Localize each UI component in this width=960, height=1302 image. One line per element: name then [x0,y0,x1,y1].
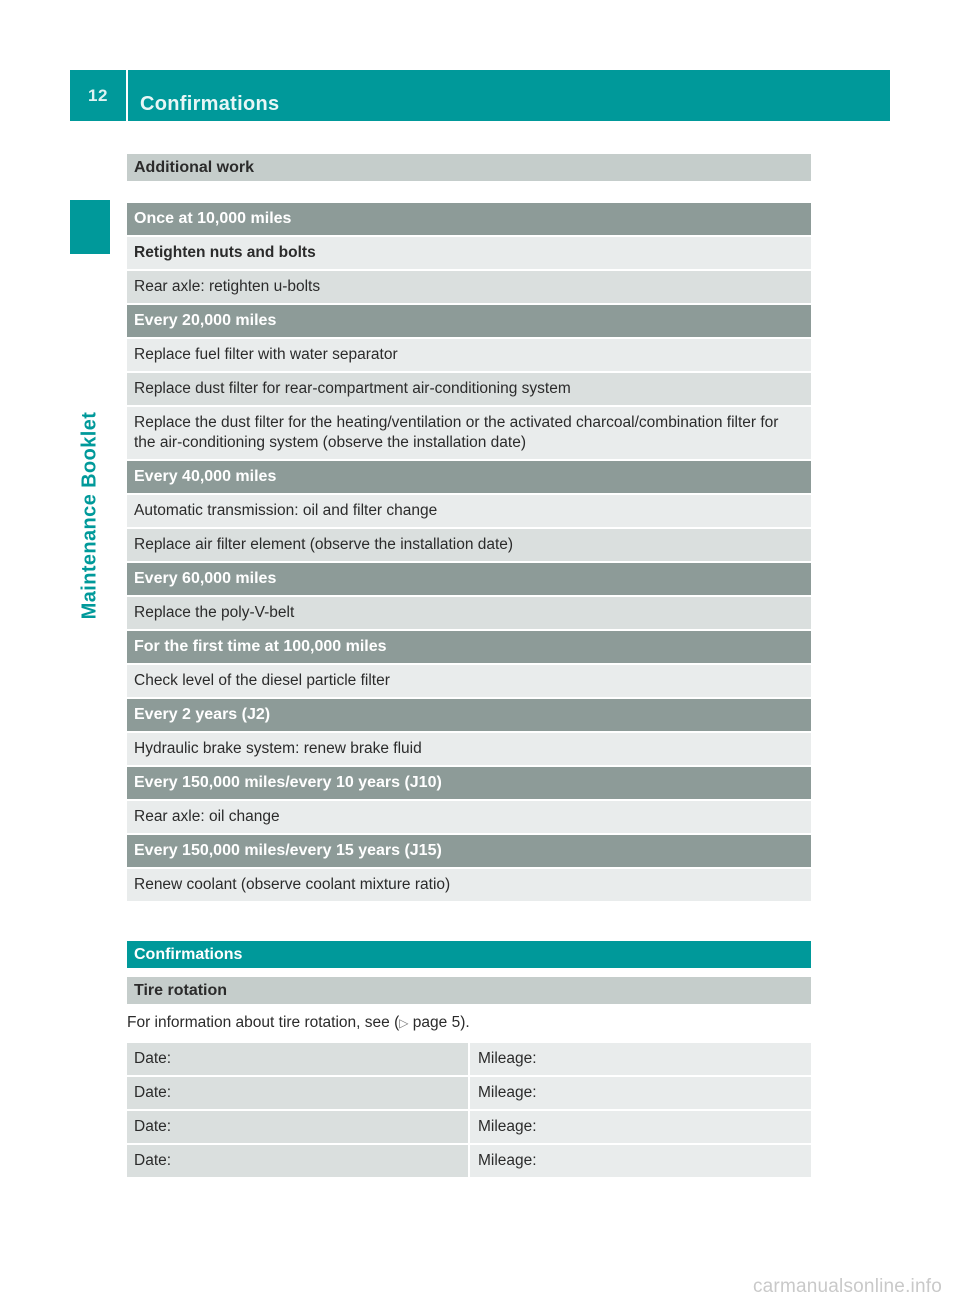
task-row: Replace fuel filter with water separator [127,339,811,373]
interval-header-row: Every 150,000 miles/every 10 years (J10) [127,767,811,801]
task-row: Retighten nuts and bolts [127,237,811,271]
watermark: carmanualsonline.info [752,1276,942,1297]
log-row [127,1145,811,1179]
header-title: Confirmations [140,93,280,115]
mileage-cell: Mileage: [470,1111,811,1143]
task-row: Automatic transmission: oil and filter change [127,495,811,529]
mileage-cell: Mileage: [470,1077,811,1109]
task-row: Check level of the diesel particle filter [127,665,811,699]
page-reference-arrow-icon: ▷ [399,1016,409,1030]
task-row: Replace dust filter for rear-compartment air-conditioning system [127,373,811,407]
mileage-cell: Mileage: [470,1043,811,1075]
task-row: Replace the poly-V-belt [127,597,811,631]
info-text-after: page 5). [408,1014,470,1031]
confirmations-title: Confirmations [127,941,811,968]
page-header [70,70,890,121]
side-tab-label: Maintenance Booklet [78,411,101,619]
task-row: Renew coolant (observe coolant mixture ratio) [127,869,811,903]
side-tab [70,411,110,619]
log-row [127,1043,811,1077]
interval-header-row: For the first time at 100,000 miles [127,631,811,665]
header-divider [126,70,128,121]
additional-work-table [127,203,811,903]
task-row: Hydraulic brake system: renew brake fluid [127,733,811,767]
date-cell: Date: [127,1145,470,1177]
page-number: 12 [88,85,108,105]
additional-work-title: Additional work [127,154,811,181]
log-row [127,1077,811,1111]
side-tab-marker [70,200,110,254]
task-row: Replace air filter element (observe the installation date) [127,529,811,563]
log-row [127,1111,811,1145]
interval-header-row: Every 40,000 miles [127,461,811,495]
tire-rotation-title: Tire rotation [127,977,811,1004]
interval-header-row: Every 60,000 miles [127,563,811,597]
info-text-before: For information about tire rotation, see ( [127,1014,400,1031]
interval-header-row: Every 20,000 miles [127,305,811,339]
page-content [127,154,811,1179]
interval-header-row: Once at 10,000 miles [127,203,811,237]
interval-header-row: Every 150,000 miles/every 15 years (J15) [127,835,811,869]
task-row: Replace the dust filter for the heating/ventilation or the activated charcoal/combination filter for the air-conditioning system (observe the installation date) [127,407,811,461]
task-row: Rear axle: oil change [127,801,811,835]
date-cell: Date: [127,1077,470,1109]
tire-rotation-info [127,1014,811,1032]
task-row: Rear axle: retighten u-bolts [127,271,811,305]
tire-rotation-log [127,1043,811,1179]
mileage-cell: Mileage: [470,1145,811,1177]
date-cell: Date: [127,1111,470,1143]
interval-header-row: Every 2 years (J2) [127,699,811,733]
date-cell: Date: [127,1043,470,1075]
